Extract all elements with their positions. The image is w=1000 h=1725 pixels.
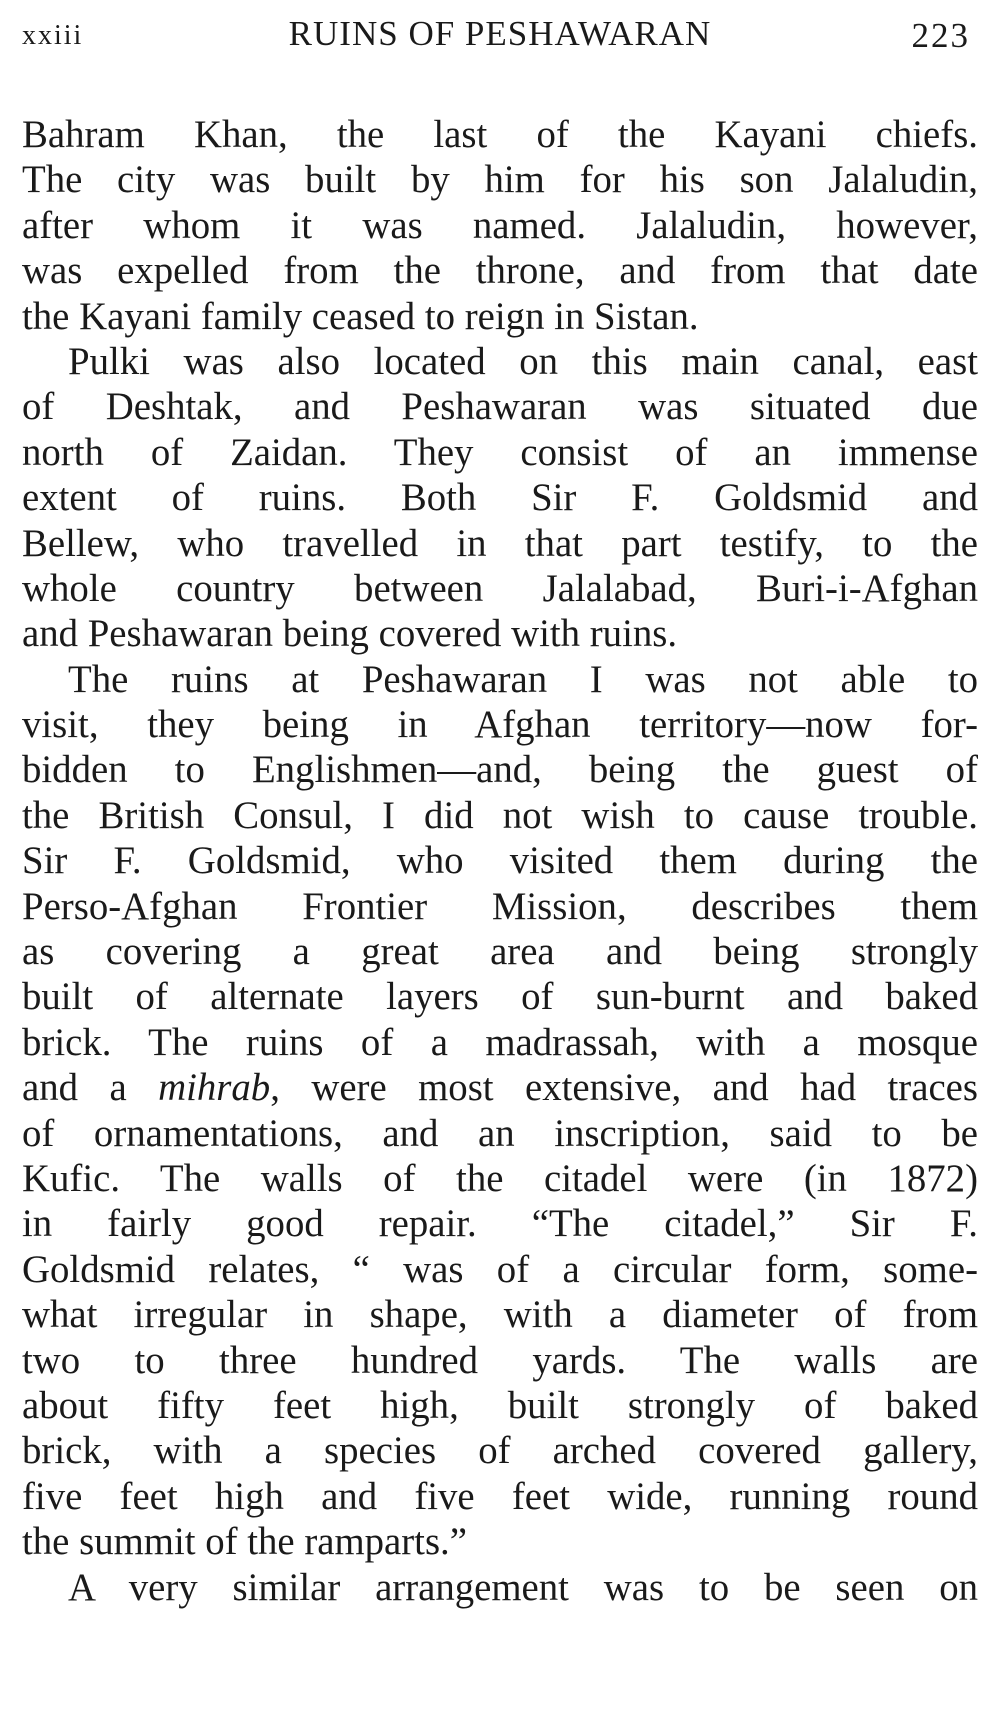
text-line: bidden to Englishmen—and, being the guest of (22, 748, 978, 792)
paragraph-2 (22, 339, 978, 657)
text-line: of ornamentations, and an inscription, said to be (22, 1111, 978, 1155)
text-line: as covering a great area and being strongly (22, 930, 978, 974)
text-line: built of alternate layers of sun-burnt and baked (22, 975, 978, 1019)
text-line: A very similar arrangement was to be seen on (68, 1565, 978, 1609)
text-segment: , were most extensive, and had traces (270, 1066, 978, 1110)
chapter-number: xxiii (22, 20, 84, 51)
text-line: Bellew, who travelled in that part testify, to the (22, 521, 978, 565)
text-line: Pulki was also located on this main canal, east (68, 339, 978, 383)
body-text (22, 112, 978, 1610)
running-title: RUINS OF PESHAWARAN (288, 14, 712, 53)
book-page (22, 14, 978, 1610)
text-line: Perso-Afghan Frontier Mission, describes them (22, 884, 978, 928)
text-line: north of Zaidan. They consist of an immense (22, 430, 978, 474)
text-line: The ruins at Peshawaran I was not able to (68, 657, 978, 701)
text-line: two to three hundred yards. The walls are (22, 1338, 978, 1382)
text-line: of Deshtak, and Peshawaran was situated due (22, 385, 978, 429)
page-number: 223 (911, 16, 970, 55)
text-line: the summit of the ramparts.” (22, 1520, 467, 1564)
text-line: whole country between Jalalabad, Buri-i-Afghan (22, 566, 978, 610)
text-line: what irregular in shape, with a diameter of from (22, 1293, 978, 1337)
text-line: was expelled from the throne, and from that date (22, 249, 978, 293)
text-line: extent of ruins. Both Sir F. Goldsmid and (22, 476, 978, 520)
paragraph-3 (22, 657, 978, 1565)
text-line: Goldsmid relates, “ was of a circular form, some- (22, 1247, 978, 1291)
text-line: visit, they being in Afghan territory—now for- (22, 703, 978, 747)
text-line: after whom it was named. Jalaludin, however, (22, 203, 978, 247)
text-line: brick, with a species of arched covered gallery, (22, 1429, 978, 1473)
text-line: Kufic. The walls of the citadel were (in 1872) (22, 1156, 978, 1200)
text-line: about fifty feet high, built strongly of baked (22, 1383, 978, 1427)
paragraph-1 (22, 112, 978, 339)
text-line: The city was built by him for his son Jalaludin, (22, 158, 978, 202)
italic-term: mihrab (158, 1066, 271, 1110)
text-line: the British Consul, I did not wish to cause trouble. (22, 793, 978, 837)
text-segment: and a (22, 1066, 159, 1110)
text-line-with-italic (22, 1065, 978, 1110)
text-line: five feet high and five feet wide, running round (22, 1474, 978, 1518)
text-line: brick. The ruins of a madrassah, with a mosque (22, 1020, 978, 1064)
paragraph-4 (22, 1565, 978, 1610)
text-line: in fairly good repair. “The citadel,” Sir F. (22, 1202, 978, 1246)
text-line: Bahram Khan, the last of the Kayani chiefs. (22, 113, 978, 156)
text-line: the Kayani family ceased to reign in Sistan. (22, 294, 699, 338)
running-header (22, 14, 978, 70)
text-line: and Peshawaran being covered with ruins. (22, 612, 678, 656)
text-line: Sir F. Goldsmid, who visited them during the (22, 839, 978, 883)
